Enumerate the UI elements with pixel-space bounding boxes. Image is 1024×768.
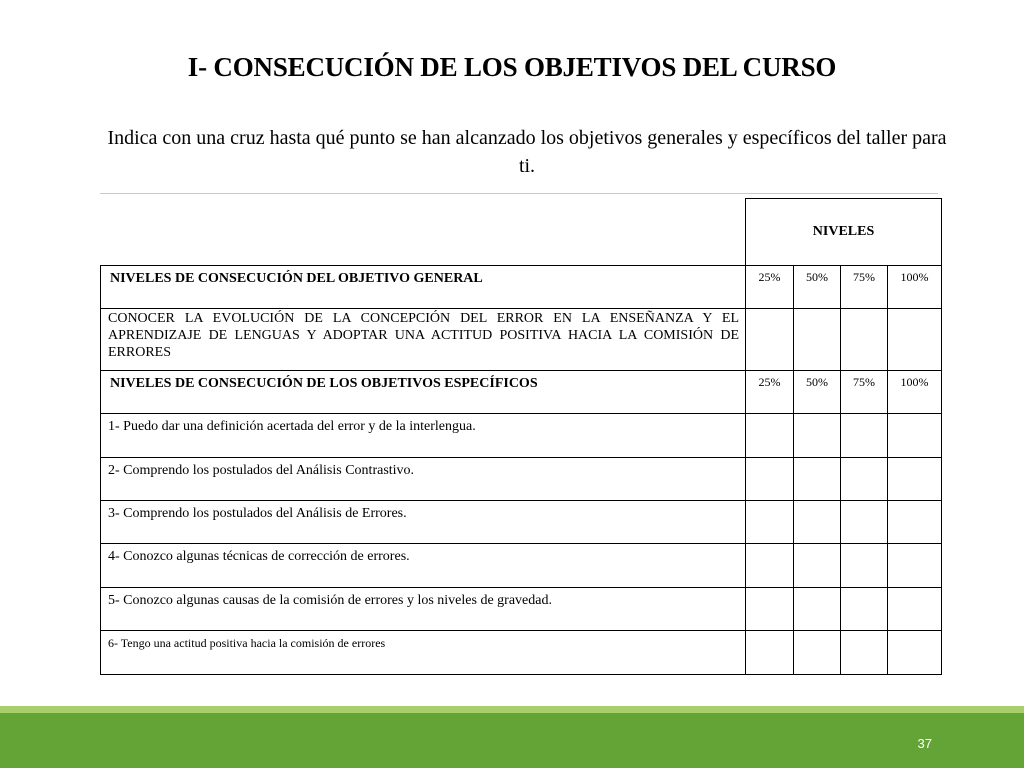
footer-bar <box>0 713 1024 768</box>
obj4-checkbox-50[interactable] <box>794 544 841 588</box>
obj5-checkbox-50[interactable] <box>794 588 841 631</box>
obj2-checkbox-75[interactable] <box>841 458 888 501</box>
obj4-checkbox-75[interactable] <box>841 544 888 588</box>
obj4-checkbox-100[interactable] <box>888 544 942 588</box>
obj6-checkbox-75[interactable] <box>841 631 888 675</box>
specific-objective-3: 3- Comprendo los postulados del Análisis de Errores. <box>101 501 746 544</box>
obj6-checkbox-50[interactable] <box>794 631 841 675</box>
divider <box>100 193 938 194</box>
level-75-header-specific: 75% <box>841 371 888 414</box>
obj5-checkbox-75[interactable] <box>841 588 888 631</box>
obj1-checkbox-50[interactable] <box>794 414 841 458</box>
obj1-checkbox-100[interactable] <box>888 414 942 458</box>
table-row <box>101 588 942 631</box>
specific-objective-2: 2- Comprendo los postulados del Análisis Contrastivo. <box>101 458 746 501</box>
level-25-header-specific: 25% <box>746 371 794 414</box>
obj2-checkbox-100[interactable] <box>888 458 942 501</box>
specific-objective-4: 4- Conozco algunas técnicas de corrección de errores. <box>101 544 746 588</box>
table-row <box>101 631 942 675</box>
general-section-label: NIVELES DE CONSECUCIÓN DEL OBJETIVO GENERAL <box>101 266 746 309</box>
obj4-checkbox-25[interactable] <box>746 544 794 588</box>
specific-objective-6: 6- Tengo una actitud positiva hacia la comisión de errores <box>101 631 746 675</box>
general-checkbox-50[interactable] <box>794 309 841 371</box>
specific-objective-5: 5- Conozco algunas causas de la comisión de errores y los niveles de gravedad. <box>101 588 746 631</box>
level-50-header: 50% <box>794 266 841 309</box>
specific-objective-1: 1- Puedo dar una definición acertada del error y de la interlengua. <box>101 414 746 458</box>
table-row <box>101 501 942 544</box>
level-100-header-specific: 100% <box>888 371 942 414</box>
general-checkbox-100[interactable] <box>888 309 942 371</box>
footer-highlight-bar <box>0 706 1024 713</box>
obj6-checkbox-100[interactable] <box>888 631 942 675</box>
general-checkbox-25[interactable] <box>746 309 794 371</box>
obj2-checkbox-25[interactable] <box>746 458 794 501</box>
level-50-header-specific: 50% <box>794 371 841 414</box>
specific-section-label: NIVELES DE CONSECUCIÓN DE LOS OBJETIVOS ESPECÍFICOS <box>101 371 746 414</box>
level-100-header: 100% <box>888 266 942 309</box>
table-row <box>101 544 942 588</box>
obj5-checkbox-100[interactable] <box>888 588 942 631</box>
page-number: 37 <box>917 736 932 751</box>
obj6-checkbox-25[interactable] <box>746 631 794 675</box>
table-empty-corner <box>101 199 746 266</box>
table-row <box>101 458 942 501</box>
obj1-checkbox-75[interactable] <box>841 414 888 458</box>
instructions-text: Indica con una cruz hasta qué punto se han alcanzado los objetivos generales y específicos del taller para ti. <box>107 127 947 177</box>
levels-header: NIVELES <box>746 199 942 266</box>
obj2-checkbox-50[interactable] <box>794 458 841 501</box>
obj5-checkbox-25[interactable] <box>746 588 794 631</box>
general-checkbox-75[interactable] <box>841 309 888 371</box>
obj3-checkbox-50[interactable] <box>794 501 841 544</box>
page-title: I- CONSECUCIÓN DE LOS OBJETIVOS DEL CURSO <box>187 52 837 82</box>
table-row <box>101 414 942 458</box>
level-75-header: 75% <box>841 266 888 309</box>
objectives-table <box>100 198 942 675</box>
obj1-checkbox-25[interactable] <box>746 414 794 458</box>
general-objective-text: CONOCER LA EVOLUCIÓN DE LA CONCEPCIÓN DEL ERROR EN LA ENSEÑANZA Y EL APRENDIZAJE DE LENGUAS Y ADOPTAR UNA ACTITUD POSITIVA HACIA LA COMISIÓN DE ERRORES <box>101 309 746 371</box>
obj3-checkbox-75[interactable] <box>841 501 888 544</box>
obj3-checkbox-25[interactable] <box>746 501 794 544</box>
level-25-header: 25% <box>746 266 794 309</box>
obj3-checkbox-100[interactable] <box>888 501 942 544</box>
